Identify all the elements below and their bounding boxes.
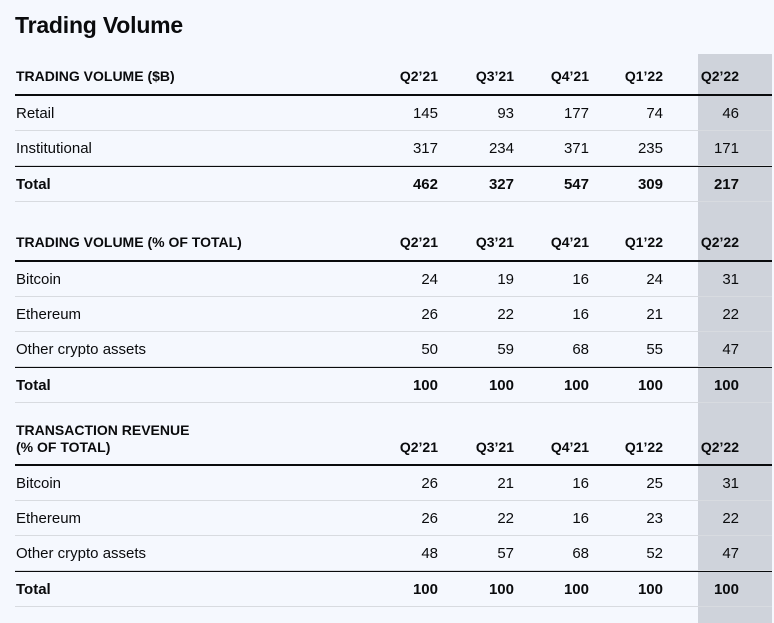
cell-value: 68: [572, 545, 589, 562]
column-header-quarter: Q2’22: [700, 439, 739, 455]
table-header-row: [15, 420, 772, 466]
cell-value: 46: [722, 105, 739, 122]
cell-value: 171: [713, 140, 739, 157]
table-row: [15, 501, 772, 536]
cell-value: 22: [497, 510, 514, 527]
cell-value: 177: [563, 105, 589, 122]
cell-value: 21: [497, 475, 514, 492]
page-title: Trading Volume: [15, 12, 184, 38]
cell-value: 50: [421, 341, 438, 358]
column-header-quarter: Q2’21: [399, 439, 438, 455]
cell-value: 462: [412, 176, 438, 193]
table-header-row: [15, 220, 772, 262]
cell-value: 16: [572, 475, 589, 492]
column-header-quarter: Q2’21: [399, 234, 438, 250]
column-header-quarter: Q1’22: [624, 234, 663, 250]
cell-value: 22: [722, 306, 739, 323]
cell-value: 100: [563, 581, 589, 598]
cell-value: 16: [572, 271, 589, 288]
column-header-quarter: Q3’21: [475, 68, 514, 84]
cell-value: 21: [646, 306, 663, 323]
cell-value: 100: [488, 581, 514, 598]
row-label: Institutional: [16, 140, 92, 157]
cell-value: 235: [637, 140, 663, 157]
section-title-line: TRADING VOLUME ($B): [16, 68, 175, 84]
cell-value: 100: [637, 581, 663, 598]
cell-value: 52: [646, 545, 663, 562]
cell-value: 31: [722, 271, 739, 288]
cell-value: 68: [572, 341, 589, 358]
cell-value: 31: [722, 475, 739, 492]
cell-value: 22: [722, 510, 739, 527]
table-row: [15, 131, 772, 166]
cell-value: 100: [412, 377, 438, 394]
cell-value: 16: [572, 306, 589, 323]
table-header-row: [15, 54, 772, 96]
table-row: [15, 96, 772, 131]
table-row: [15, 536, 772, 571]
column-header-quarter: Q1’22: [624, 439, 663, 455]
cell-value: 47: [722, 545, 739, 562]
section-title-line: (% OF TOTAL): [16, 439, 111, 455]
table-row: [15, 297, 772, 332]
cell-value: 26: [421, 475, 438, 492]
column-header-quarter: Q4’21: [550, 68, 589, 84]
row-label: Total: [16, 377, 51, 394]
cell-value: 23: [646, 510, 663, 527]
column-header-quarter: Q4’21: [550, 439, 589, 455]
cell-value: 26: [421, 510, 438, 527]
row-label: Other crypto assets: [16, 545, 147, 562]
cell-value: 100: [713, 377, 739, 394]
total-row: [15, 571, 772, 607]
cell-value: 234: [488, 140, 514, 157]
table-row: [15, 466, 772, 501]
cell-value: 47: [722, 341, 739, 358]
section-title: [16, 68, 175, 85]
cell-value: 16: [572, 510, 589, 527]
cell-value: 26: [421, 306, 438, 323]
section-title-line: TRADING VOLUME (% OF TOTAL): [16, 234, 242, 250]
cell-value: 371: [563, 140, 589, 157]
column-header-quarter: Q3’21: [475, 439, 514, 455]
row-label: Bitcoin: [16, 475, 62, 492]
cell-value: 217: [713, 176, 739, 193]
cell-value: 100: [488, 377, 514, 394]
column-header-quarter: Q1’22: [624, 68, 663, 84]
column-header-quarter: Q4’21: [550, 234, 589, 250]
table-row: [15, 262, 772, 297]
cell-value: 74: [646, 105, 663, 122]
cell-value: 100: [713, 581, 739, 598]
row-label: Retail: [16, 105, 55, 122]
row-label: Ethereum: [16, 510, 82, 527]
section-title: [16, 422, 189, 456]
row-label: Ethereum: [16, 306, 82, 323]
cell-value: 57: [497, 545, 514, 562]
table-section-3: [15, 420, 772, 607]
cell-value: 24: [421, 271, 438, 288]
section-title: [16, 234, 242, 251]
cell-value: 55: [646, 341, 663, 358]
cell-value: 547: [563, 176, 589, 193]
column-header-quarter: Q2’22: [700, 234, 739, 250]
cell-value: 48: [421, 545, 438, 562]
total-row: [15, 367, 772, 403]
cell-value: 100: [412, 581, 438, 598]
table-section-2: [15, 220, 772, 403]
column-header-quarter: Q2’22: [700, 68, 739, 84]
cell-value: 145: [412, 105, 438, 122]
row-label: Total: [16, 176, 51, 193]
cell-value: 24: [646, 271, 663, 288]
cell-value: 19: [497, 271, 514, 288]
cell-value: 59: [497, 341, 514, 358]
cell-value: 100: [637, 377, 663, 394]
column-header-quarter: Q2’21: [399, 68, 438, 84]
table-row: [15, 332, 772, 367]
row-label: Other crypto assets: [16, 341, 147, 358]
cell-value: 100: [563, 377, 589, 394]
cell-value: 327: [488, 176, 514, 193]
total-row: [15, 166, 772, 202]
cell-value: 25: [646, 475, 663, 492]
section-title-line: TRANSACTION REVENUE: [16, 422, 190, 438]
row-label: Total: [16, 581, 51, 598]
cell-value: 93: [497, 105, 514, 122]
cell-value: 22: [497, 306, 514, 323]
cell-value: 317: [412, 140, 438, 157]
cell-value: 309: [637, 176, 663, 193]
table-section-1: [15, 54, 772, 202]
row-label: Bitcoin: [16, 271, 62, 288]
column-header-quarter: Q3’21: [475, 234, 514, 250]
